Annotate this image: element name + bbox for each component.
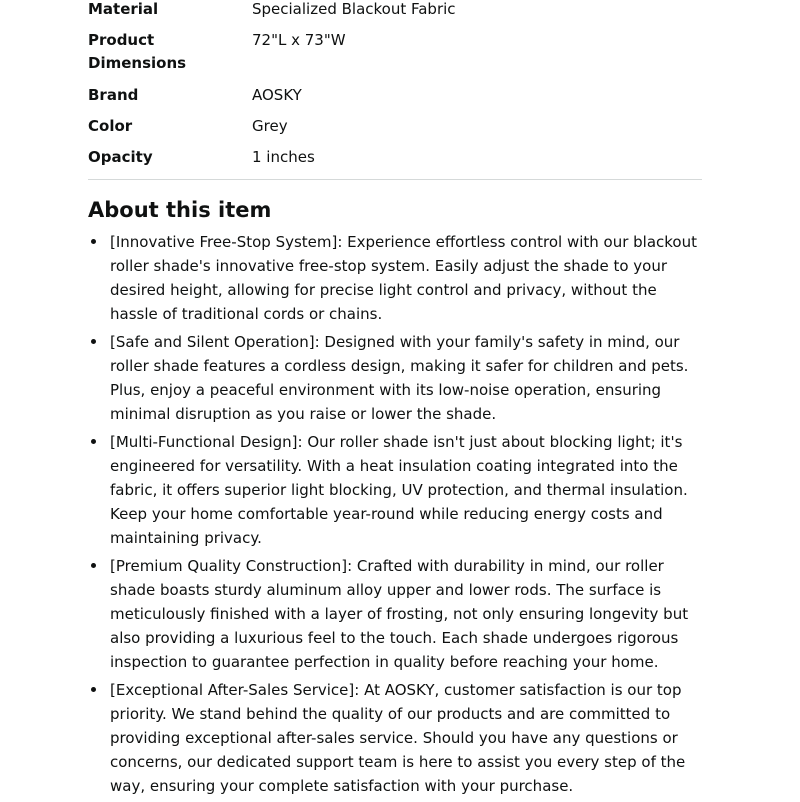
bullet-dot-icon bbox=[91, 439, 96, 444]
feature-bullet-text: [Safe and Silent Operation]: Designed with your family's safety in mind, our roller shade features a cordless design, making it safer for children and pets. Plus, enjoy a peaceful environment with its low-noise operation, ensuring minimal disruption as you raise or lower the shade. bbox=[110, 333, 689, 423]
bullet-dot-icon bbox=[91, 239, 96, 244]
spec-label: Material bbox=[88, 0, 159, 18]
spec-label: Product Dimensions bbox=[88, 31, 187, 72]
feature-bullet bbox=[88, 554, 702, 674]
spec-label: Opacity bbox=[88, 148, 153, 166]
feature-bullet bbox=[88, 678, 702, 798]
bullet-dot-icon bbox=[91, 339, 96, 344]
spec-row-material bbox=[88, 0, 456, 21]
feature-bullet-text: [Multi-Functional Design]: Our roller shade isn't just about blocking light; it's engineered for versatility. With a heat insulation coating integrated into the fabric, it offers superior light blocking, UV protection, and thermal insulation. Keep your home comfortable year-round while reducing energy costs and maintaining privacy. bbox=[110, 433, 688, 547]
spec-row-dimensions bbox=[88, 29, 346, 75]
spec-row-brand bbox=[88, 84, 302, 107]
about-title: About this item bbox=[88, 198, 272, 222]
spec-label: Color bbox=[88, 117, 133, 135]
spec-value: 72"L x 73"W bbox=[252, 31, 346, 49]
feature-bullet bbox=[88, 230, 702, 326]
feature-bullet bbox=[88, 330, 702, 426]
feature-bullet-text: [Innovative Free-Stop System]: Experience effortless control with our blackout roller shade's innovative free-stop system. Easily adjust the shade to your desired height, allowing for precise light control and privacy, without the hassle of traditional cords or chains. bbox=[110, 233, 697, 323]
feature-bullet bbox=[88, 430, 702, 550]
bullet-dot-icon bbox=[91, 687, 96, 692]
spec-value: 1 inches bbox=[252, 148, 315, 166]
section-divider bbox=[88, 179, 702, 180]
spec-value: Specialized Blackout Fabric bbox=[252, 0, 456, 18]
spec-value: Grey bbox=[252, 117, 288, 135]
feature-bullet-list bbox=[88, 230, 702, 802]
spec-row-opacity bbox=[88, 146, 315, 169]
spec-value: AOSKY bbox=[252, 86, 302, 104]
spec-label: Brand bbox=[88, 86, 139, 104]
feature-bullet-text: [Exceptional After-Sales Service]: At AOSKY, customer satisfaction is our top priority. We stand behind the quality of our products and are committed to providing exceptional after-sales service. Should you have any questions or concerns, our dedicated support team is here to assist you every step of the way, ensuring your complete satisfaction with your purchase. bbox=[110, 681, 686, 795]
feature-bullet-text: [Premium Quality Construction]: Crafted with durability in mind, our roller shade boasts sturdy aluminum alloy upper and lower rods. The surface is meticulously finished with a layer of frosting, not only ensuring longevity but also providing a luxurious feel to the touch. Each shade undergoes rigorous inspection to guarantee perfection in quality before reaching your home. bbox=[110, 557, 689, 671]
bullet-dot-icon bbox=[91, 563, 96, 568]
spec-row-color bbox=[88, 115, 288, 138]
